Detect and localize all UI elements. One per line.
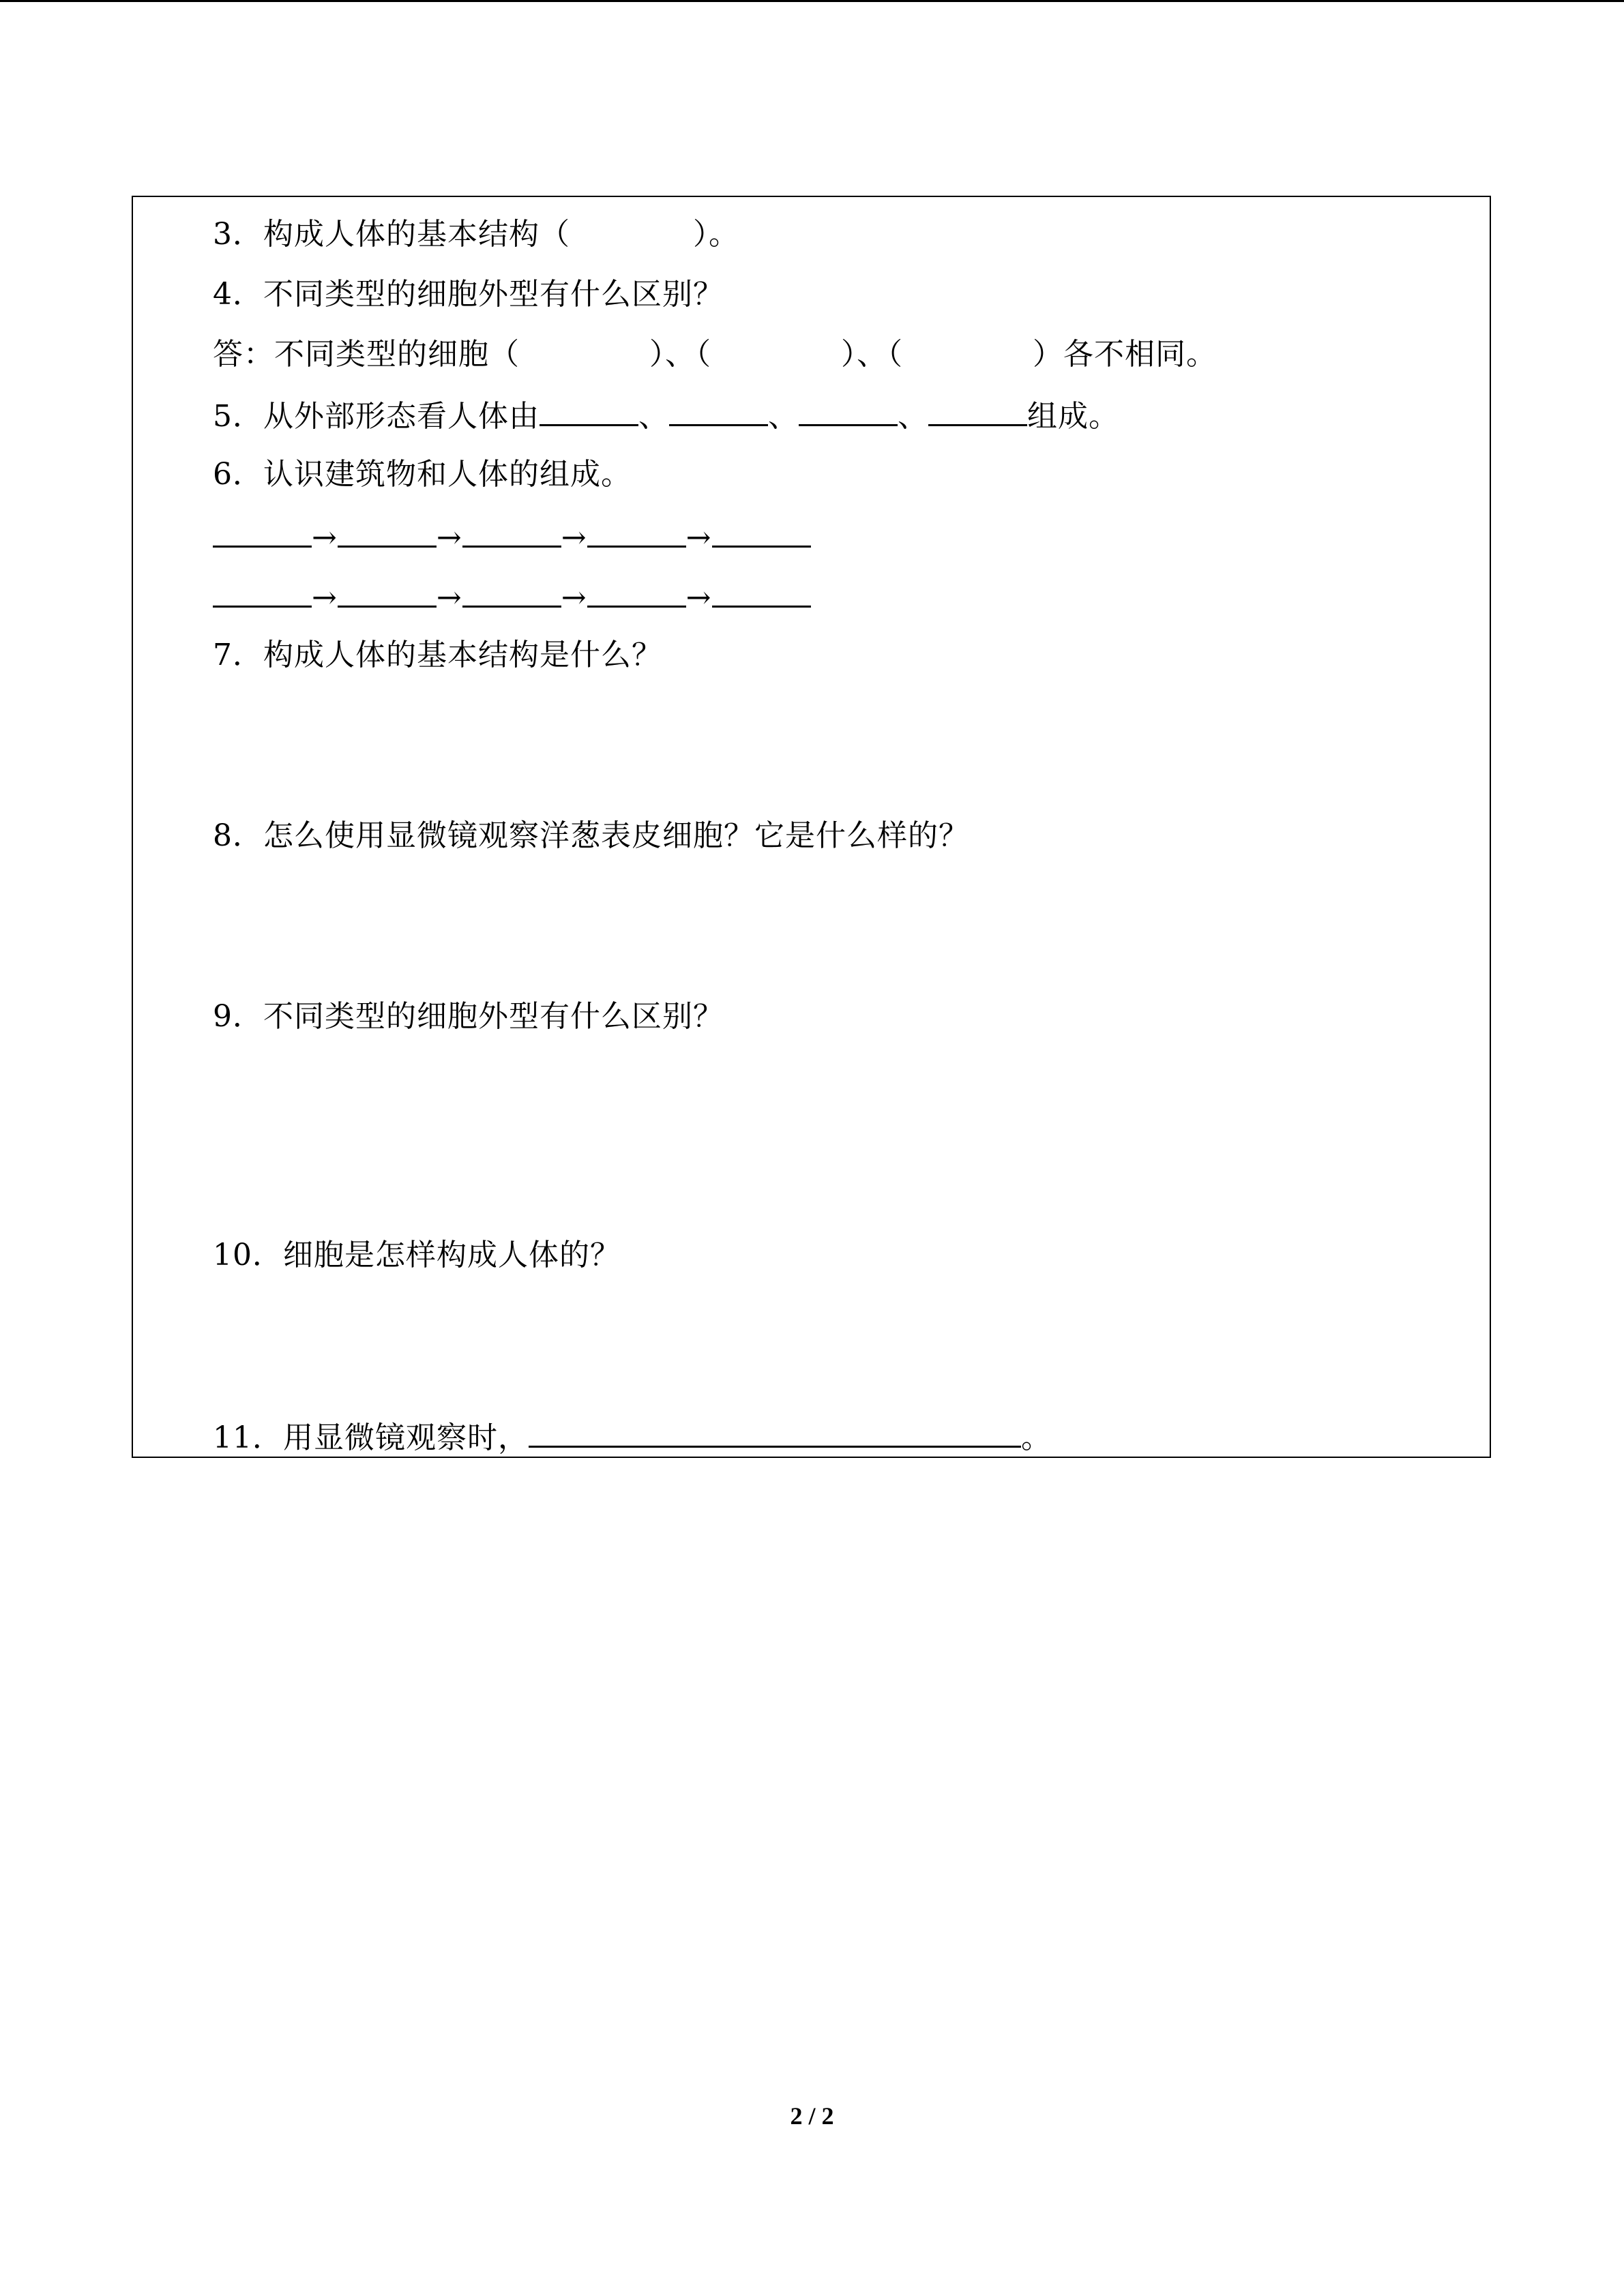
question-8: 8．怎么使用显微镜观察洋葱表皮细胞？它是什么样的？ [213,818,969,853]
question-3-suffix: ）。 [693,217,739,252]
question-11-prefix: 11．用显微镜观察时， [213,1420,529,1455]
arrow-icon: → [561,520,587,555]
question-4: 4．不同类型的细胞外型有什么区别？ [213,277,724,312]
fill-blank[interactable] [712,578,811,608]
fill-blank[interactable] [462,578,561,608]
fill-blank[interactable] [213,578,312,608]
answer-4-part-a: 答：不同类型的细胞（ [213,337,520,372]
fill-blank[interactable] [338,518,437,548]
question-5-prefix: 5．从外部形态看人体由 [213,399,540,434]
question-5-suffix: 组成。 [1027,399,1119,434]
arrow-icon: → [436,520,462,555]
arrow-icon: → [436,580,462,615]
fill-blank[interactable] [213,518,312,548]
fill-blank[interactable] [540,397,638,426]
separator: 、 [638,399,669,434]
question-10: 10．细胞是怎样构成人体的？ [213,1238,621,1272]
answer-4-part-d: ）各不相同。 [1033,337,1217,372]
page-number: 2 / 2 [790,2102,834,2130]
fill-blank[interactable] [669,397,768,426]
question-3-prefix: 3．构成人体的基本结构（ [213,217,570,252]
fill-blank[interactable] [928,397,1027,426]
top-border-rule [0,0,1624,2]
question-11 [213,1418,1052,1456]
fill-blank[interactable] [712,518,811,548]
question-11-suffix: 。 [1021,1420,1052,1455]
question-6: 6．认识建筑物和人体的组成。 [213,457,632,492]
fill-blank[interactable] [587,518,686,548]
separator: 、 [898,399,928,434]
arrow-icon: → [561,580,587,615]
answer-4 [213,337,1217,372]
body-chain-row [213,578,811,616]
fill-blank[interactable] [462,518,561,548]
question-3 [213,217,739,252]
question-5 [213,397,1119,434]
answer-4-part-b: ）、（ [649,337,711,372]
arrow-icon: → [312,580,338,615]
arrow-icon: → [685,520,712,555]
arrow-icon: → [312,520,338,555]
question-7: 7．构成人体的基本结构是什么？ [213,638,662,672]
fill-blank[interactable] [587,578,686,608]
fill-blank[interactable] [799,397,898,426]
fill-blank[interactable] [338,578,437,608]
arrow-icon: → [685,580,712,615]
separator: 、 [768,399,799,434]
question-9: 9．不同类型的细胞外型有什么区别？ [213,999,724,1034]
building-chain-row [213,518,811,556]
fill-blank[interactable] [529,1418,1021,1448]
answer-4-part-c: ）、（ [841,337,903,372]
